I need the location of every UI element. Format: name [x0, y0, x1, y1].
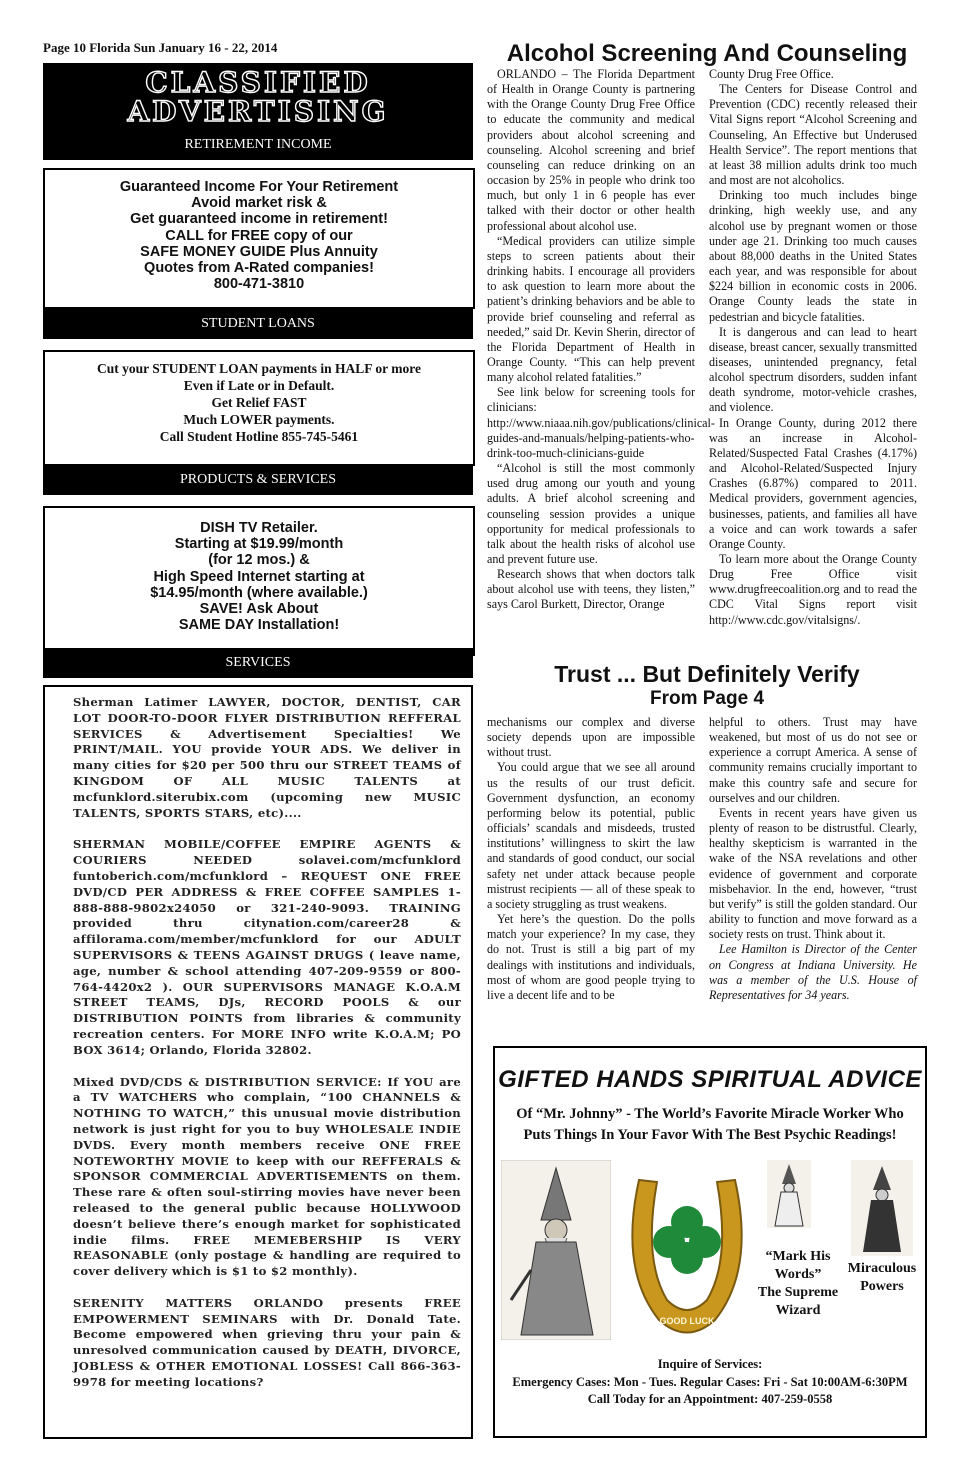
- ad-line: DISH TV Retailer.: [200, 520, 318, 536]
- page-folio: Page 10 Florida Sun January 16 - 22, 2014: [43, 40, 278, 55]
- caption-line: “Mark His: [765, 1249, 831, 1264]
- retirement-ad: [43, 168, 475, 309]
- ad-line: Guaranteed Income For Your Retirement: [119, 179, 399, 195]
- author-bio: Lee Hamilton is Director of the Center on Congress at Indiana University. He was a member of the U.S. House of Representatives for 34 years.: [709, 942, 917, 1002]
- services-ad-box: [43, 685, 473, 1439]
- ad-line: Even if Late or in Default.: [183, 378, 335, 393]
- wizard-illustration: [501, 1160, 611, 1340]
- classified-banner: [43, 63, 473, 131]
- horseshoe-shamrock-icon: [619, 1160, 755, 1340]
- ad-line: Cut your STUDENT LOAN payments in HALF or more: [96, 361, 422, 376]
- caption-line: The Supreme: [757, 1285, 839, 1300]
- ad-line: Starting at $19.99/month: [174, 536, 344, 553]
- article-paragraph: The Centers for Disease Control and Prevention (CDC) recently released their Vital Signs report “Alcohol Screening and Counseling, An Effective but Underused Health Service”. The report mentions that at least 38 million adults drink too much and most are not alcoholics.: [709, 82, 917, 188]
- services-paragraph: Mixed DVD/CDS & DISTRIBUTION SERVICE: If YOU are a TV WATCHERS who complain, “100 CHANNELS & NOTHING TO WATCH,” this unusual movie distribution network is just right for you to buy WHOLESALE INDIE DVDS. Every month members receive ONE FREE NOTEWORTHY MOVIE to keep with our REFFERALS & SPONSOR COMMERCIAL ADVERTISEMENTS on them. These rare & often soul-stirring movies have never been released to the general public because HOLLYWOOD doesn’t believe there’s enough market for sophisticated indie films. FREE MEMEBERSHIP IS VERY REASONABLE (only postage & handling are required to cover delivery which is $1 to $2 monthly).: [73, 1074, 461, 1279]
- trust-column-2: [709, 715, 917, 1003]
- ad-subtitle: [515, 1104, 905, 1146]
- alcohol-column-1: [487, 67, 715, 613]
- caption-line: Wizard: [775, 1303, 821, 1318]
- banner-line1: CLASSIFIED: [145, 66, 371, 99]
- subtitle-line: Puts Things In Your Favor With The Best Psychic Readings!: [523, 1127, 897, 1143]
- wizard-caption: [753, 1248, 843, 1320]
- article-paragraph: Yet here’s the question. Do the polls match your experience? In my case, they do not. Trust is still a big part of my dealings with institutions and individuals, most of whom are good people trying to live a decent life and to be: [487, 912, 695, 1002]
- category-student-loans: STUDENT LOANS: [43, 309, 473, 339]
- article-paragraph: Events in recent years have given us plenty of reason to be distrustful. Clearly, healthy skepticism is warranted in the wake of the NSA revelations and other evidence of government and corporate misbehavior. In the end, however, “trust but verify” is still the golden standard. Our ability to function and move forward as a society rests on trust. Think about it.: [709, 805, 917, 942]
- ad-line: Get guaranteed income in retirement!: [130, 211, 388, 228]
- alcohol-column-2: [709, 67, 917, 628]
- ad-line: Quotes from A-Rated companies!: [144, 260, 374, 277]
- article-paragraph: You could argue that we see all around us the results of our trust deficit. Government dysfunction, an economy performing below its potential, public officials’ scandals and misdeeds, trusted institutions’ willingness to skirt the law and standards of good conduct, our social safety net under attack because people mistrust recipients — all of these speak to a society struggling as trust weakens.: [487, 760, 695, 911]
- services-paragraph: SHERMAN MOBILE/COFFEE EMPIRE AGENTS & COURIERS NEEDED solavei.com/mcfunklord funtoberich.com/mcfunklord – REQUEST ONE FREE DVD/CD PER ADDRESS & FREE COFFEE SAMPLES 1-888-888-9802x24050 or 321-240-9093. TRAINING provided thru citynation.com/career28 & affilorama.com/member/mcfunklord for our ADULT SUPERVISORS & TEENS AGAINST DRUGS ( leave name, age, number & school attending 407-209-9559 or 800-764-4420x2 ). OUR SUPERVISORS MANAGE K.O.A.M STREET TEAMS, DJs, RECORD POOLS & our DISTRIBUTION POINTS from libraries & community recreation centers. For MORE INFO write K.O.A.M; PO BOX 3614; Orlando, Florida 32802.: [73, 837, 461, 1057]
- article-paragraph: See link below for screening tools for clinicians: http://www.niaaa.nih.gov/publications/clinical-guides-and-manuals/helping-patients-who-drink-too-much-clinicians-guide: [487, 385, 715, 460]
- ad-line: High Speed Internet starting at: [153, 568, 365, 585]
- article-paragraph: In Orange County, during 2012 there was an increase in Alcohol-Related/Suspected Fatal Crashes (4.17%) and Alcohol-Related/Suspected Injury Crashes (6.87%) compared to 2011. Medical providers, government agencies, businesses, patients, and families all have a voice and can work towards a safer Orange County.: [709, 415, 917, 551]
- ad-title: GIFTED HANDS SPIRITUAL ADVICE: [498, 1066, 922, 1093]
- article-paragraph: Research shows that when doctors talk about alcohol use with teens, they listen,” says Carol Burkett, Director, Orange: [487, 567, 695, 612]
- ad-line: SAVE! Ask About: [199, 601, 319, 618]
- alcohol-headline: Alcohol Screening And Counseling: [506, 40, 908, 67]
- robed-figure-illustration: [851, 1160, 913, 1256]
- caption-line: Words”: [774, 1267, 822, 1282]
- spiritual-advice-ad: [493, 1046, 927, 1438]
- ad-line: SAFE MONEY GUIDE Plus Annuity: [140, 243, 378, 260]
- article-paragraph: To learn more about the Orange County Drug Free Office visit www.drugfreecoalition.org and to read the CDC Vital Signs report visit http://www.cdc.gov/vitalsigns/.: [709, 552, 917, 627]
- article-paragraph: mechanisms our complex and diverse society depends upon are impossible without trust.: [487, 715, 695, 760]
- article-paragraph: ORLANDO – The Florida Department of Health in Orange County is partnering with the Orange County Drug Free Office to educate the community and medical providers about alcohol screening and counseling. Alcohol screening and brief counseling can reduce drinking on an occasion by 25% in people who drink too much, but only 1 in 6 people has ever talked with their doctor or other health professional about alcohol use.: [487, 67, 695, 233]
- trust-column-1: [487, 715, 695, 1003]
- horseshoe-label: GOOD LUCK: [659, 1316, 715, 1326]
- article-paragraph: “Alcohol is still the most commonly used drug among our youth and young adults. A brief alcohol screening and counseling session provides a unique opportunity for medical professionals to talk about the health risks of alcohol use and prevent future use.: [487, 461, 695, 566]
- services-paragraph: SERENITY MATTERS ORLANDO presents FREE EMPOWERMENT SEMINARS with Dr. Donald Tate. Become empowered when grieving thru your pain & unresolved communication caused by DEATH, DIVORCE, JOBLESS & OTHER EMOTIONAL LOSSES! Call 866-363-9978 for meeting locations?: [73, 1295, 461, 1389]
- subtitle-line: Of “Mr. Johnny” - The World’s Favorite Miracle Worker Who: [516, 1106, 904, 1122]
- ad-line: Get Relief FAST: [211, 395, 307, 410]
- powers-caption: [841, 1260, 923, 1296]
- services-paragraph: Sherman Latimer LAWYER, DOCTOR, DENTIST, CAR LOT DOOR-TO-DOOR FLYER DISTRIBUTION REFFERAL SERVICES & Advertisement Specialties! We PRINT/MAIL. YOU provide YOUR ADS. We deliver in many cities for $20 per 500 thru our STREET TEAMS of KINGDOM OF ALL MUSIC TALENTS at mcfunklord.siterubix.com (upcoming new MUSIC TALENTS, SPORTS STARS, etc)....: [73, 695, 461, 820]
- ad-line: $14.95/month (where available.): [150, 584, 368, 601]
- banner-line2: ADVERTISING: [127, 95, 389, 128]
- ad-phone: Call Student Hotline 855-745-5461: [159, 429, 359, 444]
- trust-headline-block: [487, 660, 927, 710]
- student-loans-ad: [43, 350, 475, 466]
- ad-footer: [495, 1356, 925, 1409]
- ad-line: CALL for FREE copy of our: [165, 227, 353, 244]
- trust-headline: Trust ... But Definitely Verify: [554, 661, 860, 687]
- article-paragraph: Drinking too much includes binge drinking, high weekly use, and any alcohol use by pregnant women or those under age 21. Drinking too much causes about 88,000 deaths in the United States each year, and was responsible for about $224 billion in economic costs in 2006. Orange County leads the state in pedestrian and bicycle fatalities.: [709, 188, 917, 324]
- footer-line: Emergency Cases: Mon - Tues. Regular Cases: Fri - Sat 10:00AM-6:30PM: [512, 1374, 908, 1389]
- article-paragraph: helpful to others. Trust may have weakened, but most of us do not see or experience a corrupt America. A sense of community remains crucially important to make this country safe and secure for ourselves and our children.: [709, 715, 917, 805]
- caption-line: Powers: [860, 1279, 904, 1294]
- ad-line: SAME DAY Installation!: [178, 617, 340, 634]
- ad-line: Much LOWER payments.: [183, 412, 335, 427]
- footer-phone: Call Today for an Appointment: 407-259-0558: [587, 1392, 833, 1406]
- caption-line: Miraculous: [847, 1261, 917, 1276]
- small-wizard-illustration: [767, 1160, 811, 1228]
- footer-line: Inquire of Services:: [657, 1357, 763, 1371]
- category-retirement: RETIREMENT INCOME: [43, 130, 473, 160]
- category-products-services: PRODUCTS & SERVICES: [43, 465, 473, 495]
- ad-line: Avoid market risk &: [191, 195, 327, 212]
- ad-phone: 800-471-3810: [213, 276, 305, 293]
- article-paragraph: “Medical providers can utilize simple steps to screen patients about their drinking habits. I encourage all providers to ask question to learn more about the patient’s drinking behaviors and be able to provide brief counseling and referral as needed,” said Dr. Kevin Sherin, director of the Florida Department of Health in Orange County. “This can help prevent many alcohol related fatalities.”: [487, 233, 695, 385]
- trust-subhead: From Page 4: [649, 688, 765, 709]
- dish-tv-ad: [43, 506, 475, 656]
- ad-line: (for 12 mos.) &: [208, 552, 310, 569]
- article-paragraph: It is dangerous and can lead to heart disease, breast cancer, sexually transmitted diseases, unintended pregnancy, fetal alcohol spectrum disorders, sudden infant death syndrome, motor-vehicle crashes, and violence.: [709, 324, 917, 415]
- article-paragraph: County Drug Free Office.: [709, 67, 834, 81]
- category-services: SERVICES: [43, 648, 473, 678]
